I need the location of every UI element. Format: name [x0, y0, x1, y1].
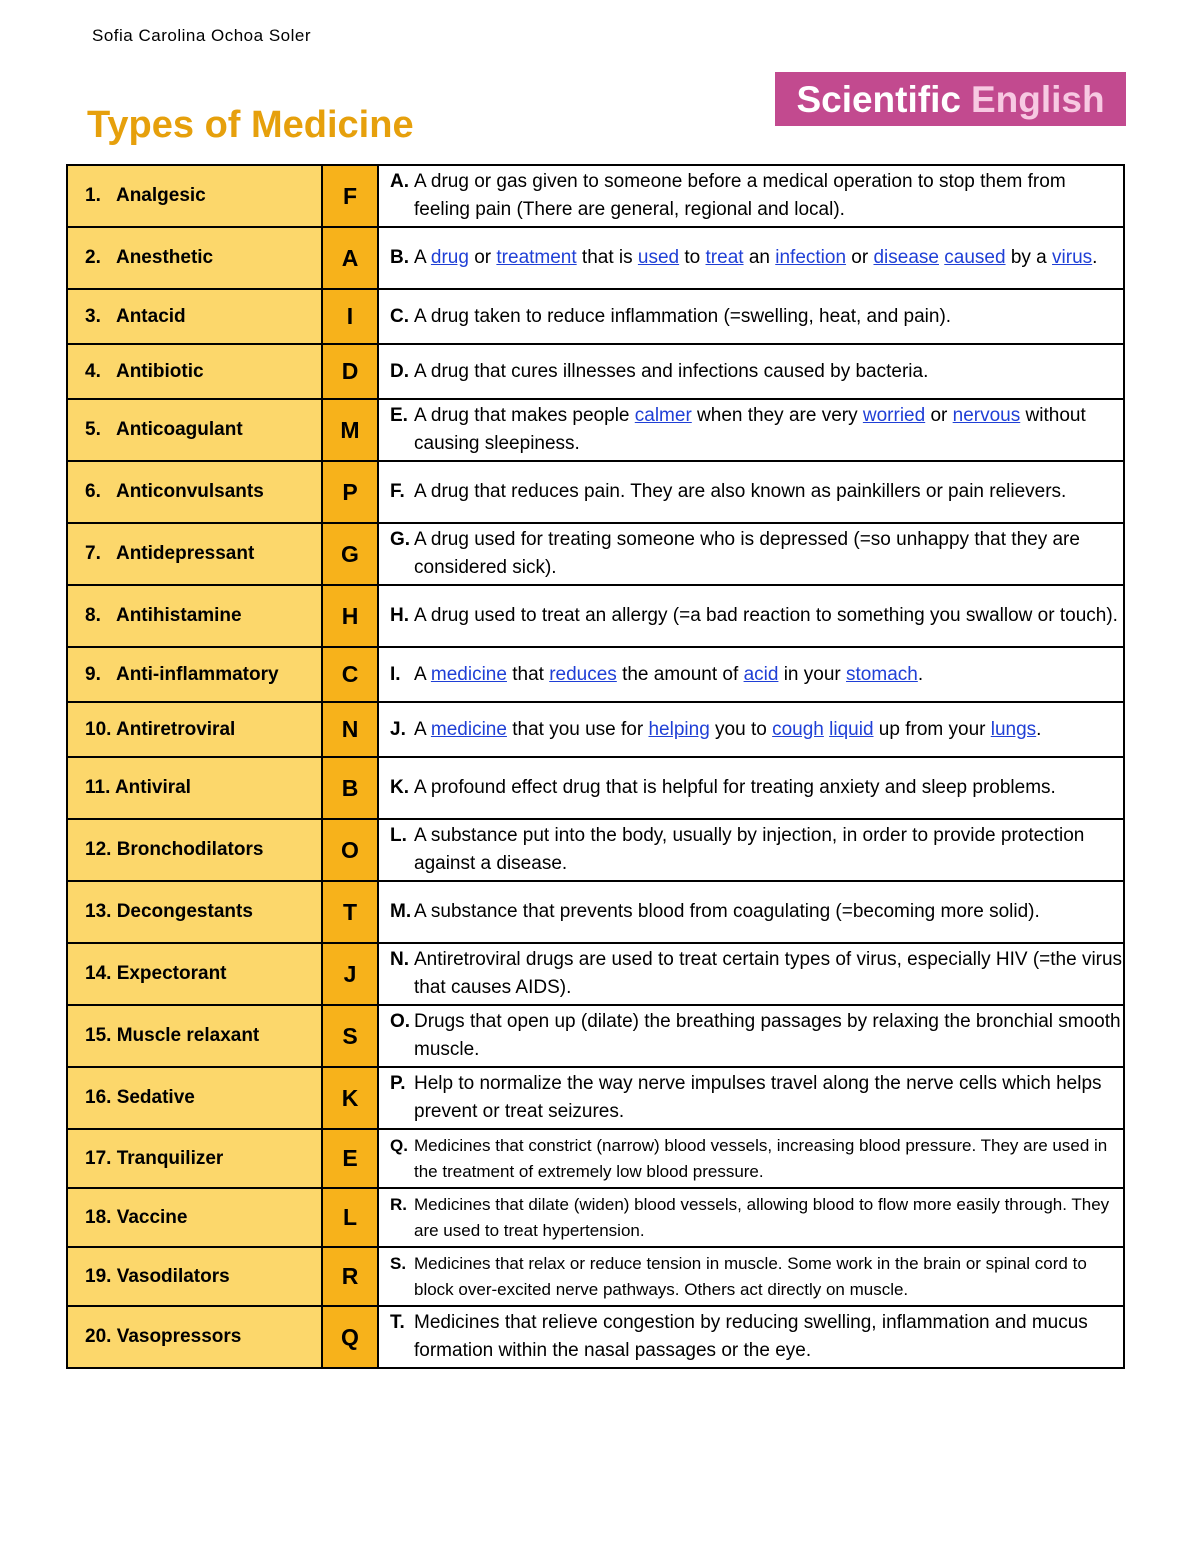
answer-letter: R: [322, 1247, 378, 1306]
definition-segment: A drug taken to reduce inflammation (=swelling, heat, and pain).: [414, 305, 952, 327]
definition-segment: .: [1036, 718, 1042, 740]
definition-cell: [378, 1005, 1124, 1067]
definition-segment: Medicines that dilate (widen) blood vessels, allowing blood to flow more easily through. They are used to treat hypertension.: [414, 1194, 1114, 1240]
definition-segment: an: [743, 247, 776, 268]
dictionary-link[interactable]: reduces: [549, 663, 617, 685]
logo-word-scientific: Scientific: [796, 78, 961, 120]
definition-text: [390, 168, 1123, 224]
medicine-term: 11. Antiviral: [67, 757, 322, 819]
definition-segment: A drug used to treat an allergy (=a bad reaction to something you swallow or touch).: [414, 605, 1118, 626]
definition-segment: that is: [576, 247, 638, 268]
table-row: [67, 344, 1124, 399]
definition-letter: C.: [390, 305, 409, 327]
table-row: [67, 227, 1124, 289]
definition-segment: A drug that makes people: [414, 405, 635, 426]
answer-letter: O: [322, 819, 378, 881]
definition-cell: [378, 1188, 1124, 1247]
definition-text: [390, 478, 1123, 506]
definition-letter: O.: [390, 1011, 411, 1032]
table-row: [67, 585, 1124, 647]
definition-segment: A: [414, 663, 431, 685]
definition-segment: .: [1092, 247, 1098, 268]
definition-segment: A drug used for treating someone who is depressed (=so unhappy that they are considered sick).: [414, 529, 1086, 578]
definition-text: [390, 1309, 1123, 1365]
definition-letter: L.: [390, 825, 407, 846]
definition-segment: A drug that cures illnesses and infections caused by bacteria.: [414, 360, 929, 382]
definition-text: [390, 303, 1123, 331]
definition-segment: or: [846, 247, 874, 268]
definition-cell: [378, 289, 1124, 344]
scientific-english-logo: [775, 72, 1126, 126]
table-row: [67, 1129, 1124, 1188]
answer-letter: J: [322, 943, 378, 1005]
table-row: [67, 1067, 1124, 1129]
definition-segment: or: [925, 405, 953, 426]
definition-letter: N.: [390, 949, 409, 970]
dictionary-link[interactable]: cough: [772, 718, 824, 740]
dictionary-link[interactable]: virus: [1052, 247, 1093, 268]
answer-letter: G: [322, 523, 378, 585]
table-row: [67, 1247, 1124, 1306]
table-row: [67, 523, 1124, 585]
definition-segment: Medicines that constrict (narrow) blood vessels, increasing blood pressure. They are used in the treatment of extremely low blood pressure.: [414, 1135, 1112, 1181]
dictionary-link[interactable]: lungs: [990, 718, 1037, 740]
definition-cell: [378, 585, 1124, 647]
medicine-term: 14. Expectorant: [67, 943, 322, 1005]
table-row: [67, 1005, 1124, 1067]
dictionary-link[interactable]: treatment: [496, 247, 577, 268]
definition-segment: when they are very: [691, 405, 863, 426]
definition-cell: [378, 227, 1124, 289]
medicine-term: 6. Anticonvulsants: [67, 461, 322, 523]
definition-segment: that: [506, 663, 550, 685]
medicine-term: 19. Vasodilators: [67, 1247, 322, 1306]
definition-letter: G.: [390, 529, 411, 550]
definition-text: [390, 661, 1123, 689]
answer-letter: F: [322, 165, 378, 227]
medicine-term: 18. Vaccine: [67, 1188, 322, 1247]
definition-letter: J.: [390, 718, 406, 740]
dictionary-link[interactable]: liquid: [829, 718, 874, 740]
answer-letter: D: [322, 344, 378, 399]
definition-text: [390, 1251, 1123, 1303]
table-row: [67, 289, 1124, 344]
definition-segment: or: [468, 247, 497, 268]
answer-letter: M: [322, 399, 378, 461]
answer-letter: P: [322, 461, 378, 523]
definition-segment: you to: [709, 718, 773, 740]
dictionary-link[interactable]: disease: [873, 247, 939, 268]
definition-text: [390, 1008, 1126, 1064]
definition-segment: that you use for: [506, 718, 649, 740]
definition-segment: without causing sleepiness.: [414, 405, 1092, 454]
medicine-term: 10. Antiretroviral: [67, 702, 322, 757]
definition-segment: .: [917, 663, 924, 685]
definition-text: [390, 822, 1123, 878]
table-row: [67, 819, 1124, 881]
definition-cell: [378, 1306, 1124, 1368]
answer-letter: I: [322, 289, 378, 344]
definition-cell: [378, 819, 1124, 881]
definition-segment: A substance put into the body, usually by injection, in order to provide protection against a disease.: [414, 825, 1090, 874]
definition-segment: Antiretroviral drugs are used to treat certain types of virus, especially HIV (=the virus that causes AIDS).: [414, 949, 1128, 998]
definition-letter: E.: [390, 405, 408, 426]
definition-letter: R.: [390, 1194, 407, 1214]
page-title: Types of Medicine: [87, 104, 414, 146]
definition-letter: D.: [390, 360, 409, 382]
definition-text: [390, 1192, 1123, 1244]
answer-letter: A: [322, 227, 378, 289]
definition-segment: in your: [778, 663, 847, 685]
medicine-term: 4. Antibiotic: [67, 344, 322, 399]
definition-cell: [378, 702, 1124, 757]
table-row: [67, 647, 1124, 702]
dictionary-link[interactable]: caused: [944, 247, 1006, 268]
medicine-term: 8. Antihistamine: [67, 585, 322, 647]
definition-text: [390, 1070, 1123, 1126]
medicine-term: 17. Tranquilizer: [67, 1129, 322, 1188]
definition-letter: B.: [390, 247, 409, 268]
definition-cell: [378, 647, 1124, 702]
medicine-term: 12. Bronchodilators: [67, 819, 322, 881]
dictionary-link[interactable]: treat: [705, 247, 744, 268]
medicine-term: 9. Anti-inflammatory: [67, 647, 322, 702]
definition-segment: A: [414, 247, 431, 268]
dictionary-link[interactable]: calmer: [634, 405, 692, 426]
dictionary-link[interactable]: stomach: [846, 663, 918, 685]
definition-text: [390, 244, 1123, 272]
logo-word-english: English: [970, 78, 1105, 120]
definition-text: [390, 716, 1123, 744]
table-row: [67, 1188, 1124, 1247]
answer-letter: L: [322, 1188, 378, 1247]
medicine-term: 15. Muscle relaxant: [67, 1005, 322, 1067]
definition-cell: [378, 461, 1124, 523]
table-row: [67, 757, 1124, 819]
dictionary-link[interactable]: medicine: [430, 718, 507, 740]
definition-segment: A substance that prevents blood from coagulating (=becoming more solid).: [414, 901, 1040, 922]
answer-letter: T: [322, 881, 378, 943]
definition-letter: A.: [390, 171, 409, 192]
definition-cell: [378, 1067, 1124, 1129]
dictionary-link[interactable]: nervous: [952, 405, 1021, 426]
answer-letter: E: [322, 1129, 378, 1188]
definition-text: [390, 774, 1123, 802]
table-row: [67, 165, 1124, 227]
dictionary-link[interactable]: drug: [430, 247, 469, 268]
definition-letter: Q.: [390, 1135, 408, 1155]
definition-text: [390, 358, 1123, 386]
medicine-term: 1. Analgesic: [67, 165, 322, 227]
definition-cell: [378, 344, 1124, 399]
table-row: [67, 702, 1124, 757]
medicine-term: 2. Anesthetic: [67, 227, 322, 289]
definition-text: [390, 402, 1123, 458]
table-row: [67, 943, 1124, 1005]
answer-letter: S: [322, 1005, 378, 1067]
definition-segment: A: [414, 718, 431, 740]
definition-text: [390, 526, 1123, 582]
definition-cell: [378, 881, 1124, 943]
answer-letter: C: [322, 647, 378, 702]
definition-segment: Drugs that open up (dilate) the breathing passages by relaxing the bronchial smooth muscle.: [414, 1011, 1126, 1060]
answer-letter: H: [322, 585, 378, 647]
medicine-term: 5. Anticoagulant: [67, 399, 322, 461]
definition-text: [390, 946, 1128, 1002]
answer-letter: B: [322, 757, 378, 819]
dictionary-link[interactable]: acid: [743, 663, 779, 685]
definition-letter: T.: [390, 1312, 405, 1333]
definition-text: [390, 1133, 1123, 1185]
definition-segment: to: [679, 247, 706, 268]
definition-cell: [378, 399, 1124, 461]
dictionary-link[interactable]: worried: [862, 405, 926, 426]
definition-segment: A drug that reduces pain. They are also known as painkillers or pain relievers.: [414, 481, 1067, 502]
answer-letter: Q: [322, 1306, 378, 1368]
definition-letter: H.: [390, 605, 409, 626]
definition-segment: up from your: [873, 718, 991, 740]
table-row: [67, 461, 1124, 523]
definition-letter: S.: [390, 1253, 407, 1273]
medicine-term: 3. Antacid: [67, 289, 322, 344]
definition-segment: Medicines that relieve congestion by reducing swelling, inflammation and mucus formation within the nasal passages or the eye.: [414, 1312, 1094, 1361]
medicine-term: 7. Antidepressant: [67, 523, 322, 585]
medicine-term: 13. Decongestants: [67, 881, 322, 943]
table-row: [67, 399, 1124, 461]
definition-segment: Medicines that relax or reduce tension in muscle. Some work in the brain or spinal cord to block over-excited nerve pathways. Others act directly on muscle.: [414, 1253, 1092, 1299]
definition-segment: Help to normalize the way nerve impulses travel along the nerve cells which helps prevent or treat seizures.: [414, 1073, 1107, 1122]
answer-letter: K: [322, 1067, 378, 1129]
medicine-matching-table: [66, 164, 1128, 1369]
table-row: [67, 1306, 1124, 1368]
definition-cell: [378, 1247, 1124, 1306]
answer-letter: N: [322, 702, 378, 757]
definition-text: [390, 602, 1123, 630]
author-name: Sofia Carolina Ochoa Soler: [92, 26, 312, 45]
dictionary-link[interactable]: used: [637, 247, 680, 268]
definition-segment: by a: [1005, 247, 1053, 268]
medicine-term: 16. Sedative: [67, 1067, 322, 1129]
definition-letter: M.: [390, 901, 412, 922]
definition-letter: K.: [390, 777, 409, 798]
definition-segment: A drug or gas given to someone before a medical operation to stop them from feeling pain (There are general, regional and local).: [414, 171, 1071, 220]
medicine-term: 20. Vasopressors: [67, 1306, 322, 1368]
definition-cell: [378, 165, 1124, 227]
definition-segment: A profound effect drug that is helpful for treating anxiety and sleep problems.: [414, 777, 1056, 798]
table-row: [67, 881, 1124, 943]
definition-letter: F.: [390, 481, 405, 502]
definition-letter: I.: [390, 663, 401, 685]
definition-cell: [378, 757, 1124, 819]
definition-segment: the amount of: [616, 663, 744, 685]
definition-text: [390, 898, 1123, 926]
definition-cell: [378, 1129, 1124, 1188]
definition-letter: P.: [390, 1073, 406, 1094]
definition-cell: [378, 943, 1128, 1005]
definition-cell: [378, 523, 1124, 585]
dictionary-link[interactable]: medicine: [430, 663, 507, 685]
dictionary-link[interactable]: helping: [648, 718, 710, 740]
dictionary-link[interactable]: infection: [775, 247, 847, 268]
